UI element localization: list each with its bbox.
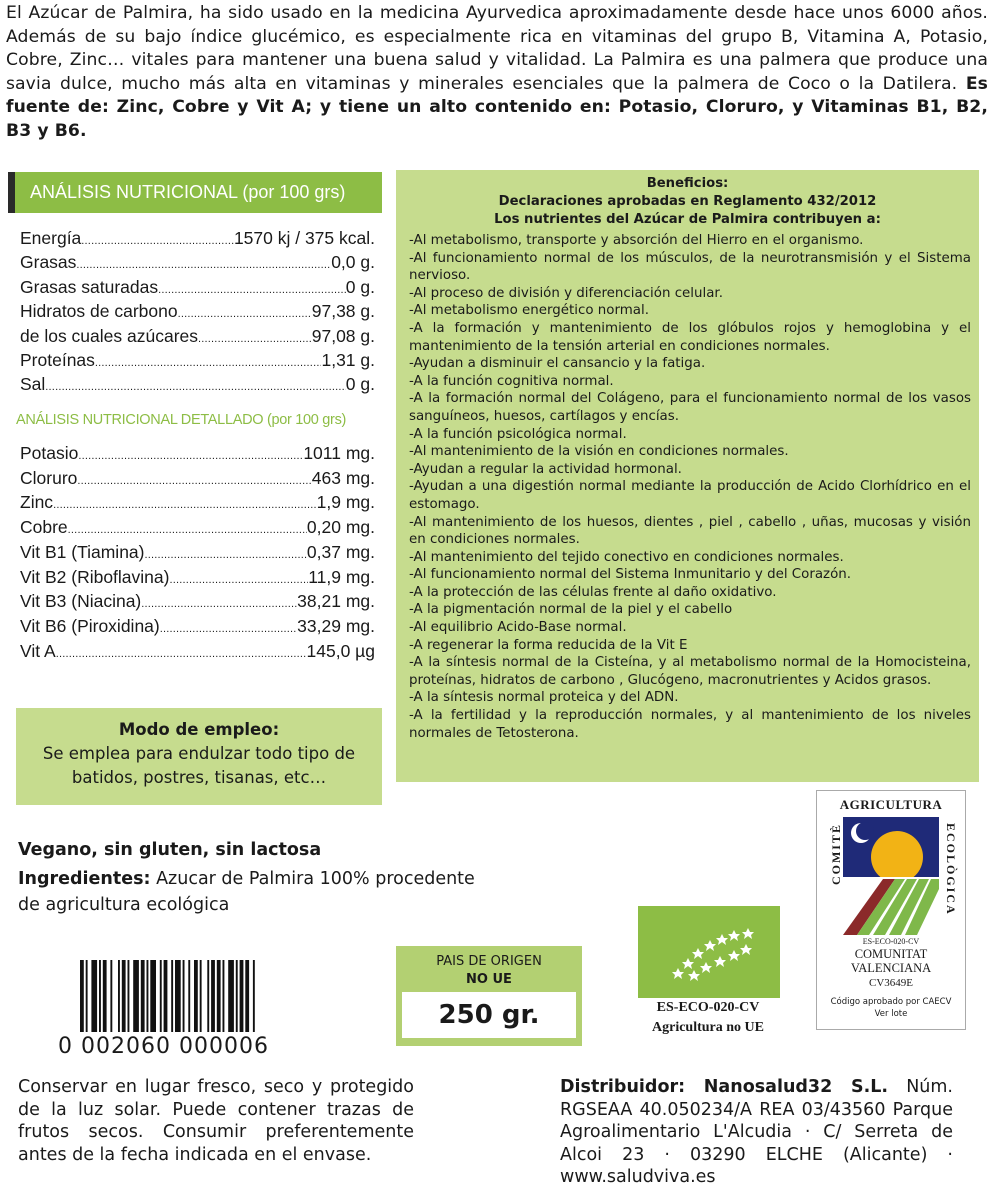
caecv-seal: [816, 790, 966, 1030]
nutrient-label: Cloruro: [20, 467, 78, 488]
nutrient-label: Proteínas: [20, 350, 95, 370]
nutrient-label: Vit B6 (Piroxidina): [20, 615, 160, 636]
nutrient-label: Vit B2 (Riboflavina): [20, 566, 170, 587]
benefit-item: -A la función cognitiva normal.: [409, 373, 614, 389]
distributor-label: Distribuidor: Nanosalud32 S.L.: [560, 1077, 889, 1097]
benefit-item: -Ayudan a regular la actividad hormonal.: [409, 461, 682, 477]
nutrient-value: 38,21 mg.: [297, 591, 375, 612]
nutrient-value: 0,20 mg.: [306, 517, 375, 538]
benefit-item: -Al mantenimiento de los huesos, dientes , piel , cabello , uñas, mucosas y visión en condiciones normales.: [409, 514, 971, 548]
usage-title: Modo de empleo:: [118, 720, 280, 739]
caecv-code: ES-ECO-020-CV: [862, 937, 920, 946]
caecv-number: CV3649E: [869, 977, 913, 989]
intro-paragraph: [6, 2, 988, 143]
nutrient-label: Vit B1 (Tiamina): [20, 541, 145, 562]
benefit-item: -Al funcionamiento normal de los músculos, de la neurotransmisión y el Sistema nervioso.: [409, 250, 971, 284]
nutrition-row: [20, 616, 375, 640]
benefit-item: -Al mantenimiento de la visión en condiciones normales.: [409, 444, 789, 460]
nutrition-row: [20, 301, 375, 325]
nutrient-label: Vit B3 (Niacina): [20, 591, 142, 612]
nutrient-label: Grasas: [20, 252, 77, 273]
nutrient-value: 0,37 mg.: [306, 541, 375, 562]
usage-text: Se emplea para endulzar todo tipo de batidos, postres, tisanas, etc…: [42, 744, 356, 787]
benefit-item: -A la síntesis normal de la Cisteína, y al metabolismo normal de la Homocisteina, proteínas, hidratos de carbono , Glucógeno, macronutrientes y Acidos grasos.: [409, 655, 971, 688]
distributor-text: Núm. RGSEAA 40.050234/A REA 03/43560 Parque Agroalimentario L'Alcudia · C/ Serreta de Alcoi 23 · 03290 ELCHE (Alicante) · www.saludviva.es: [560, 1077, 953, 1187]
dot-leader: [158, 284, 346, 296]
nutrient-value: 1,31 g.: [321, 350, 375, 370]
nutrition-row: [20, 591, 375, 615]
ingredients: [18, 866, 478, 918]
dot-leader: [53, 499, 317, 511]
nutrition-row: [20, 468, 375, 492]
nutrition-row: [20, 228, 375, 252]
benefit-item: -Al metabolismo energético normal.: [409, 303, 649, 319]
nutrient-value: 97,38 g.: [311, 301, 375, 322]
dot-leader: [76, 259, 331, 271]
nutrient-label: Grasas saturadas: [20, 276, 159, 297]
weight-box: [402, 992, 576, 1038]
nutrient-value: 0 g.: [345, 374, 375, 395]
caecv-comunitat: COMUNITAT: [854, 947, 928, 961]
storage-instructions: Conservar en lugar fresco, seco y protegido de la luz solar. Puede contener trazas de frutos secos. Consumir preferentemente antes de la fecha indicada en el envase.: [18, 1077, 414, 1165]
nutrition-row: [20, 350, 375, 374]
benefit-item: -A regenerar la forma reducida de la Vit E: [409, 637, 688, 653]
dot-leader: [77, 475, 311, 487]
benefit-item: -Al mantenimiento del tejido conectivo en condiciones normales.: [409, 549, 844, 565]
nutrient-label: Hidratos de carbono: [20, 301, 178, 322]
dot-leader: [95, 357, 322, 369]
nutrient-label: Potasio: [20, 443, 79, 463]
dot-leader: [68, 524, 307, 536]
dot-leader: [45, 381, 346, 393]
caecv-agricultura: AGRICULTURA: [839, 797, 943, 812]
benefit-item: -A la formación normal del Colágeno, para el funcionamiento normal de los vasos sanguíneos, huesos, cartílagos y encías.: [409, 391, 971, 424]
nutrient-value: 0,0 g.: [331, 252, 375, 273]
eu-leaf-stars-icon: [638, 906, 780, 998]
dot-leader: [178, 308, 312, 320]
benefits-regulation: Declaraciones aprobadas en Reglamento 432/2012: [498, 194, 877, 209]
nutrient-label: Cobre: [20, 517, 68, 538]
benefit-item: -A la formación y mantenimiento de los glóbulos rojos y hemoglobina y el mantenimiento de la tensión arterial en condiciones normales.: [409, 320, 971, 354]
dot-leader: [144, 549, 306, 561]
dot-leader: [78, 450, 303, 462]
nutrition-title: ANÁLISIS NUTRICIONAL (por 100 grs): [30, 182, 346, 202]
benefit-item: -Ayudan a una digestión normal mediante la producción de Acido Clorhídrico en el estomago.: [409, 479, 971, 512]
nutrition-row: [20, 517, 375, 541]
caecv-comite: COMITÈ: [829, 823, 843, 886]
eu-organic-text: Agricultura no UE: [652, 1020, 764, 1035]
net-weight: 250 gr.: [438, 1000, 540, 1030]
nutrition-row: [20, 542, 375, 566]
nutrient-label: Vit A: [20, 640, 56, 661]
nutrient-label: Sal: [20, 374, 46, 395]
header-accent-bar: [8, 172, 15, 213]
caecv-lote: Ver lote: [874, 1009, 908, 1019]
benefit-item: -Al funcionamiento normal del Sistema Inmunitario y del Corazón.: [409, 567, 852, 583]
nutrition-row: [20, 326, 375, 350]
nutrient-label: Energía: [20, 228, 82, 248]
origin-box: [396, 946, 582, 1046]
benefit-item: -Al proceso de división y diferenciación celular.: [409, 285, 723, 301]
benefit-item: -A la función psicológica normal.: [409, 426, 627, 442]
benefit-item: -A la protección de las células frente al daño oxidativo.: [409, 584, 777, 600]
nutrition-row: [20, 252, 375, 276]
caecv-approved: Código aprobado por CAECV: [830, 997, 952, 1007]
benefit-item: -A la fertilidad y la reproducción normales, y al mantenimiento de los niveles normales de Tetosterona.: [409, 708, 971, 741]
nutrient-value: 1,9 mg.: [316, 492, 375, 513]
dot-leader: [141, 598, 297, 610]
nutrient-value: 145,0 µg: [306, 640, 375, 661]
dot-leader: [56, 648, 307, 660]
ingredients-label: Ingredientes:: [18, 869, 151, 889]
nutrition-row: [20, 567, 375, 591]
caecv-valenciana: VALENCIANA: [850, 961, 932, 975]
distributor-info: [560, 1076, 953, 1189]
usage-box: [16, 708, 382, 805]
dot-leader: [169, 574, 308, 586]
barcode-number: 0 002060 000006: [58, 1034, 269, 1059]
vegan-claim: Vegano, sin gluten, sin lactosa: [18, 840, 322, 860]
nutrient-value: 97,08 g.: [311, 325, 375, 346]
dot-leader: [160, 623, 297, 635]
barcode-icon: [80, 960, 320, 1032]
benefits-title: Beneficios:: [646, 176, 729, 191]
benefit-item: -A la síntesis normal proteica y del ADN.: [409, 690, 679, 706]
origin-label: PAIS DE ORIGEN: [436, 954, 542, 969]
intro-bold-text: Es fuente de: Zinc, Cobre y Vit A; y tiene un alto contenido en: Potasio, Cloruro, y Vitaminas B1, B2, B3 y B6.: [6, 73, 988, 141]
nutrition-row: [20, 641, 375, 665]
caecv-ecologica: ECOLÒGICA: [944, 823, 958, 916]
caecv-emblem-icon: [843, 817, 939, 935]
benefit-item: -A la pigmentación normal de la piel y el cabello: [409, 602, 733, 618]
dot-leader: [198, 333, 312, 345]
benefits-list: [409, 232, 971, 742]
nutrition-row: [20, 277, 375, 301]
benefits-intro: Los nutrientes del Azúcar de Palmira contribuyen a:: [494, 212, 881, 227]
intro-text: El Azúcar de Palmira, ha sido usado en la medicina Ayurvedica aproximadamente desde hace unos 6000 años. Además de su bajo índice glucémico, es especialmente rica en vitaminas del grupo B, Vitamina A, Potasio, Cobre, Zinc… vitales para mantener una buena salud y vitalidad. La Palmira es una palmera que produce una savia dulce, mucho más alta en vitaminas y minerales esenciales que la palmera de Coco o la Datilera.: [6, 3, 988, 94]
dot-leader: [81, 235, 234, 247]
benefit-item: -Ayudan a disminuir el cansancio y la fatiga.: [409, 356, 706, 372]
nutrient-label: de los cuales azúcares: [20, 325, 199, 346]
origin-value: NO UE: [466, 972, 512, 987]
nutrition-row: [20, 492, 375, 516]
detailed-nutrition-title: ANÁLISIS NUTRICIONAL DETALLADO (por 100 grs): [16, 412, 347, 428]
nutrient-value: 33,29 mg.: [297, 615, 375, 636]
nutrient-label: Zinc: [20, 492, 54, 513]
eu-organic-code: ES-ECO-020-CV: [656, 1000, 760, 1015]
nutrient-value: 463 mg.: [311, 467, 375, 488]
benefits-box: [396, 170, 979, 782]
nutrient-value: 1011 mg.: [303, 443, 375, 463]
benefit-item: -Al metabolismo, transporte y absorción del Hierro en el organismo.: [409, 233, 864, 248]
ingredients-text: Azucar de Palmira 100% procedente de agricultura ecológica: [18, 869, 475, 915]
nutrient-value: 11,9 mg.: [308, 566, 375, 587]
nutrition-row: [20, 374, 375, 398]
nutrient-value: 1570 kj / 375 kcal.: [233, 228, 375, 248]
nutrition-header: [8, 172, 382, 213]
nutrition-row: [20, 443, 375, 467]
nutrient-value: 0 g.: [345, 276, 375, 297]
eu-organic-leaf-icon: [638, 906, 780, 998]
benefit-item: -Al equilibrio Acido-Base normal.: [409, 620, 627, 636]
